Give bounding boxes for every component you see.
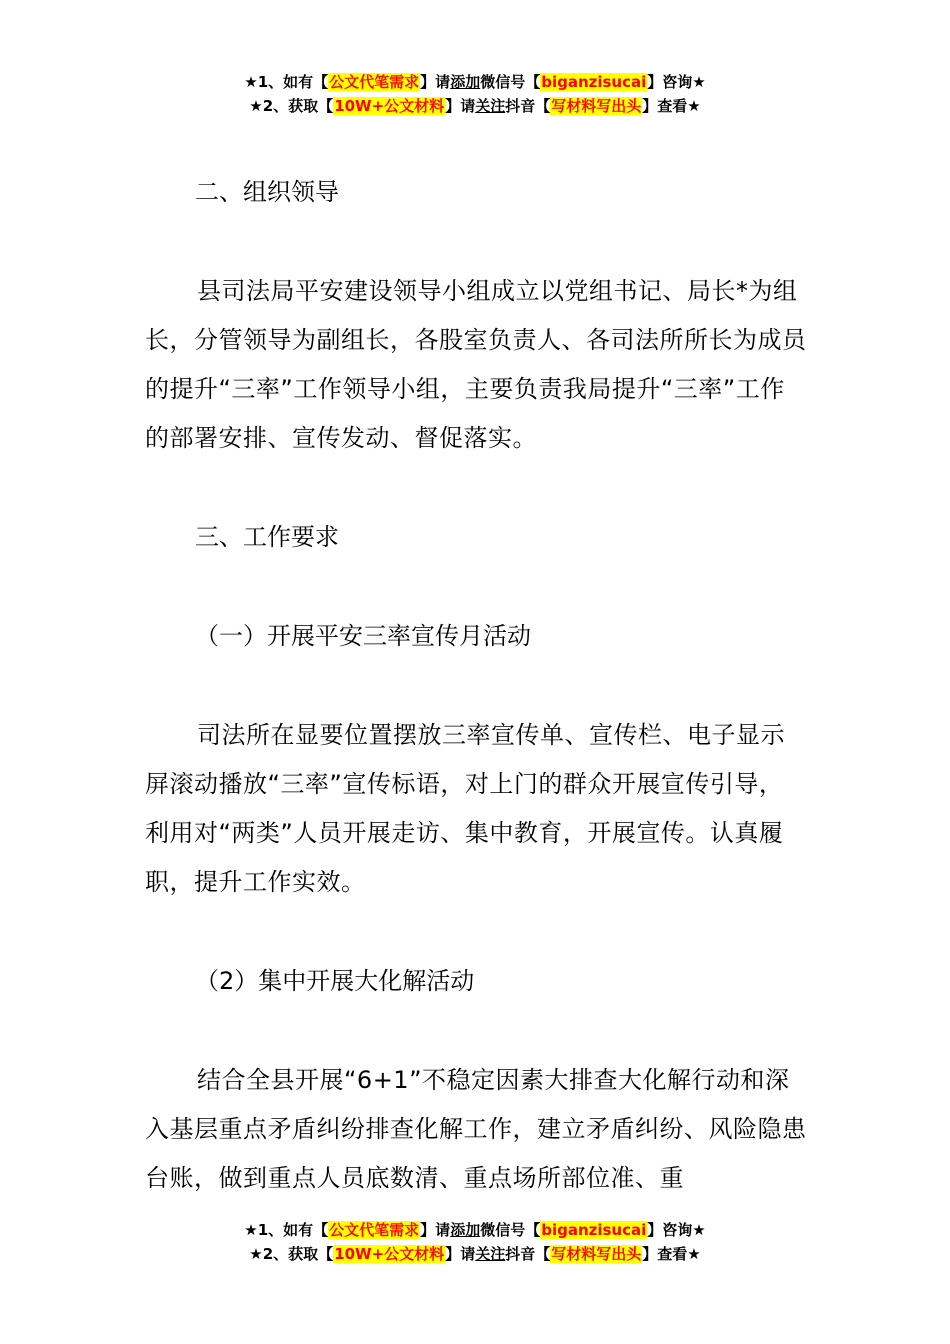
banner-douyin-account: 写材料写出头 (551, 97, 642, 115)
paragraph-conflict-resolution: 结合全县开展“6+1”不稳定因素大排查大化解行动和深入基层重点矛盾纠纷排查化解工作，建立矛盾纠纷、风险隐患台账，做到重点人员底数清、重点场所部位准、重 (145, 1066, 807, 1192)
banner-text: 】查看★ (642, 97, 701, 115)
banner-highlight: 公文代笔需求 (329, 73, 420, 91)
banner-line-1 (0, 1218, 950, 1242)
banner-text: 】请 (420, 1221, 451, 1239)
document-body (145, 168, 807, 1253)
header-banner (0, 70, 950, 118)
banner-text: 】请 (445, 97, 476, 115)
banner-highlight: 公文代笔需求 (329, 1221, 420, 1239)
banner-text: ★1、如有【 (244, 1221, 329, 1239)
section-heading-organization: 二、组织领导 (195, 178, 339, 206)
banner-highlight: 10W+公文材料 (334, 1245, 445, 1263)
banner-highlight: 10W+公文材料 (334, 97, 445, 115)
banner-text: 】请 (420, 73, 451, 91)
banner-text: 抖音【 (505, 1245, 551, 1263)
banner-wechat-id: biganzisucai (541, 73, 647, 91)
banner-text: ★1、如有【 (244, 73, 329, 91)
banner-emphasis: 添加 (450, 1221, 481, 1239)
banner-text: 】咨询★ (647, 1221, 706, 1239)
banner-text: 微信号【 (480, 1221, 541, 1239)
banner-text: 】请 (445, 1245, 476, 1263)
subsection-heading-conflict-resolution: （2）集中开展大化解活动 (195, 967, 475, 995)
banner-text: 】咨询★ (647, 73, 706, 91)
banner-wechat-id: biganzisucai (541, 1221, 647, 1239)
banner-text: 抖音【 (505, 97, 551, 115)
banner-line-1 (0, 70, 950, 94)
section-heading-requirements: 三、工作要求 (195, 523, 339, 551)
banner-emphasis: 添加 (450, 73, 481, 91)
footer-banner (0, 1218, 950, 1266)
subsection-heading-publicity-month: （一）开展平安三率宣传月活动 (195, 622, 531, 650)
banner-text: 微信号【 (480, 73, 541, 91)
banner-emphasis: 关注 (475, 97, 506, 115)
banner-line-2 (0, 1242, 950, 1266)
banner-emphasis: 关注 (475, 1245, 506, 1263)
banner-line-2 (0, 94, 950, 118)
banner-text: ★2、获取【 (249, 1245, 334, 1263)
paragraph-organization: 县司法局平安建设领导小组成立以党组书记、局长*为组长，分管领导为副组长，各股室负责人、各司法所所长为成员的提升“三率”工作领导小组，主要负责我局提升“三率”工作的部署安排、宣传发动、督促落实。 (145, 277, 807, 452)
banner-douyin-account: 写材料写出头 (551, 1245, 642, 1263)
banner-text: 】查看★ (642, 1245, 701, 1263)
banner-text: ★2、获取【 (249, 97, 334, 115)
paragraph-publicity-month: 司法所在显要位置摆放三率宣传单、宣传栏、电子显示屏滚动播放“三率”宣传标语，对上门的群众开展宣传引导，利用对“两类”人员开展走访、集中教育，开展宣传。认真履职，提升工作实效。 (145, 721, 785, 896)
